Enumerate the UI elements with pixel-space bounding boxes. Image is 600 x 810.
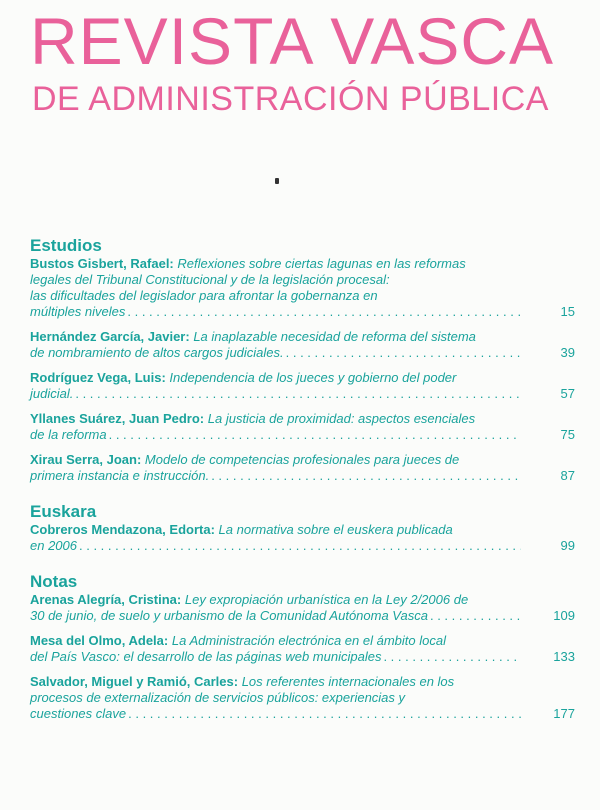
entry-title-text: Ley expropiación urbanística en la Ley 2/2006 de — [184, 592, 469, 607]
toc-entry[interactable] — [30, 592, 575, 624]
entry-title-text: primera instancia e instrucción. — [30, 468, 210, 483]
toc-entry[interactable] — [30, 411, 575, 443]
entry-author: Cobreros Mendazona, Edorta: — [30, 522, 215, 537]
masthead — [30, 6, 554, 118]
entry-title-text: La justicia de proximidad: aspectos esenciales — [207, 411, 476, 426]
entry-line — [30, 690, 523, 706]
toc-entry[interactable] — [30, 633, 575, 665]
section-title: Estudios — [30, 236, 102, 255]
toc-section-euskara — [30, 502, 575, 554]
entry-line — [30, 272, 523, 288]
leader-dots — [128, 706, 521, 722]
entry-author: Yllanes Suárez, Juan Pedro: — [30, 411, 205, 426]
toc-section-estudios — [30, 236, 575, 484]
entry-line — [30, 411, 523, 427]
leader-dots — [79, 538, 521, 554]
entry-title-text: del País Vasco: el desarrollo de las páginas web municipales — [30, 649, 382, 664]
entry-title-text: procesos de externalización de servicios públicos: experiencias y — [30, 690, 406, 705]
leader-dots — [286, 345, 521, 361]
entry-last-line — [30, 538, 523, 554]
leader-dots — [383, 649, 521, 665]
entry-line — [30, 256, 523, 272]
entry-title-text: Los referentes internacionales en los — [241, 674, 455, 689]
page-number: 177 — [553, 706, 575, 721]
leader-dots — [109, 427, 521, 443]
page-number: 133 — [553, 649, 575, 664]
entry-author: Arenas Alegría, Cristina: — [30, 592, 182, 607]
toc-entry[interactable] — [30, 674, 575, 722]
entry-last-line — [30, 345, 523, 361]
print-speck — [275, 178, 279, 184]
toc-entry[interactable] — [30, 370, 575, 402]
entry-title-text: La normativa sobre el euskera publicada — [218, 522, 453, 537]
page-number: 57 — [560, 386, 575, 401]
entry-title-text: múltiples niveles — [30, 304, 126, 319]
leader-dots — [127, 304, 521, 320]
journal-subtitle: DE ADMINISTRACIÓN PÚBLICA — [32, 80, 549, 118]
entry-title-text: las dificultades del legislador para afrontar la gobernanza en — [30, 288, 378, 303]
entry-title-text: en 2006 — [30, 538, 77, 553]
entry-title-text: Modelo de competencias profesionales para jueces de — [144, 452, 460, 467]
entry-line — [30, 452, 523, 468]
page-number: 99 — [560, 538, 575, 553]
leader-dots — [75, 386, 521, 402]
entry-title-text: Independencia de los jueces y gobierno del poder — [169, 370, 457, 385]
entry-title-text: legales del Tribunal Constitucional y de la legislación procesal: — [30, 272, 390, 287]
entry-last-line — [30, 386, 523, 402]
entry-last-line — [30, 427, 523, 443]
toc-section-notas — [30, 572, 575, 722]
entry-author: Rodríguez Vega, Luis: — [30, 370, 166, 385]
entry-author: Hernández García, Javier: — [30, 329, 190, 344]
entry-last-line — [30, 608, 523, 624]
entry-author: Salvador, Miguel y Ramió, Carles: — [30, 674, 239, 689]
entry-title-text: La inaplazable necesidad de reforma del sistema — [193, 329, 476, 344]
page-number: 39 — [560, 345, 575, 360]
entry-author: Mesa del Olmo, Adela: — [30, 633, 169, 648]
section-title: Euskara — [30, 502, 97, 521]
entry-line — [30, 633, 523, 649]
toc-entry[interactable] — [30, 522, 575, 554]
toc-entry[interactable] — [30, 256, 575, 320]
entry-title-text: de la reforma — [30, 427, 107, 442]
entry-line — [30, 522, 523, 538]
entry-last-line — [30, 304, 523, 320]
entry-author: Xirau Serra, Joan: — [30, 452, 142, 467]
entry-title-text: La Administración electrónica en el ámbito local — [171, 633, 446, 648]
entry-title-text: judicial. — [30, 386, 74, 401]
entry-line — [30, 592, 523, 608]
leader-dots — [430, 608, 521, 624]
toc-entry[interactable] — [30, 452, 575, 484]
page-number: 87 — [560, 468, 575, 483]
journal-title: REVISTA VASCA — [30, 4, 555, 78]
page-number: 15 — [560, 304, 575, 319]
entry-line — [30, 288, 523, 304]
entry-last-line — [30, 468, 523, 484]
entry-last-line — [30, 649, 523, 665]
entry-line — [30, 370, 523, 386]
entry-last-line — [30, 706, 523, 722]
entry-title-text: 30 de junio, de suelo y urbanismo de la Comunidad Autónoma Vasca — [30, 608, 428, 623]
entry-line — [30, 674, 523, 690]
toc-entry[interactable] — [30, 329, 575, 361]
leader-dots — [211, 468, 521, 484]
entry-title-text: Reflexiones sobre ciertas lagunas en las reformas — [177, 256, 466, 271]
entry-line — [30, 329, 523, 345]
page-number: 109 — [553, 608, 575, 623]
table-of-contents — [30, 236, 575, 740]
entry-title-text: cuestiones clave — [30, 706, 127, 721]
entry-title-text: de nombramiento de altos cargos judiciales. — [30, 345, 284, 360]
entry-author: Bustos Gisbert, Rafael: — [30, 256, 174, 271]
page-number: 75 — [560, 427, 575, 442]
section-title: Notas — [30, 572, 78, 591]
